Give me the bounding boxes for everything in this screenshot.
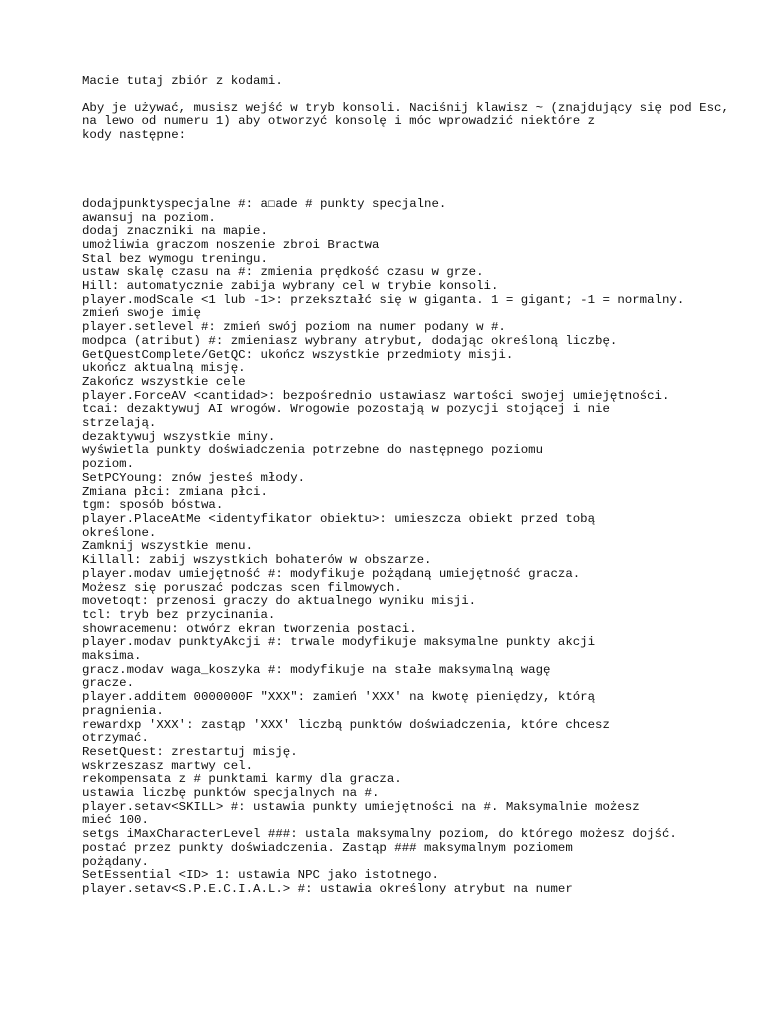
intro-instructions: [82, 102, 762, 143]
command-line: player.setav<SKILL> #: ustawia punkty umiejętności na #. Maksymalnie możesz: [82, 799, 640, 814]
command-line: gracze.: [82, 676, 135, 691]
command-line: awansuj na poziom.: [82, 210, 216, 225]
command-line: tcai: dezaktywuj AI wrogów. Wrogowie pozostają w pozycji stojącej i nie: [82, 402, 610, 417]
command-line: setgs iMaxCharacterLevel ###: ustala maksymalny poziom, do którego możesz dojść.: [82, 827, 677, 842]
command-line: postać przez punkty doświadczenia. Zastąp ### maksymalnym poziomem: [82, 840, 573, 855]
command-line: player.modScale <1 lub -1>: przekształć się w giganta. 1 = gigant; -1 = normalny.: [82, 292, 685, 307]
command-line: modpca (atribut) #: zmieniasz wybrany atrybut, dodając określoną liczbę.: [82, 333, 618, 348]
command-line: showracemenu: otwórz ekran tworzenia postaci.: [82, 621, 417, 636]
command-line: player.additem 0000000F "XXX": zamień 'XXX' na kwotę pieniędzy, którą: [82, 690, 596, 705]
command-line: wyświetla punkty doświadczenia potrzebne do następnego poziomu: [82, 443, 544, 458]
command-line: maksima.: [82, 649, 142, 664]
intro-heading: Macie tutaj zbiór z kodami.: [82, 74, 283, 88]
command-line: dodajpunktyspecjalne #: a☐ade # punkty specjalne.: [82, 196, 447, 211]
commands-list: [82, 198, 762, 897]
command-line: Hill: automatycznie zabija wybrany cel w trybie konsoli.: [82, 279, 499, 294]
command-line: gracz.modav waga_koszyka #: modyfikuje na stałe maksymalną wagę: [82, 662, 551, 677]
command-line: Możesz się poruszać podczas scen filmowych.: [82, 580, 402, 595]
command-line: umożliwia graczom noszenie zbroi Bractwa: [82, 237, 380, 252]
command-line: player.modav punktyAkcji #: trwale modyfikuje maksymalne punkty akcji: [82, 635, 596, 650]
command-line: Zamknij wszystkie menu.: [82, 539, 254, 554]
command-line: pragnienia.: [82, 703, 164, 718]
command-line: dodaj znaczniki na mapie.: [82, 224, 268, 239]
command-line: ukończ aktualną misję.: [82, 361, 246, 376]
instruction-line: kody następne:: [82, 128, 187, 143]
command-line: ustawia liczbę punktów specjalnych na #.: [82, 786, 380, 801]
command-line: player.setav<S.P.E.C.I.A.L.> #: ustawia określony atrybut na numer: [82, 881, 573, 896]
command-line: Zmiana płci: zmiana płci.: [82, 484, 268, 499]
command-line: SetPCYoung: znów jesteś młody.: [82, 470, 306, 485]
command-line: wskrzeszasz martwy cel.: [82, 758, 254, 773]
instruction-line: na lewo od numeru 1) aby otworzyć konsolę i móc wprowadzić niektóre z: [82, 114, 596, 129]
command-line: pożądany.: [82, 854, 149, 869]
command-line: rewardxp 'XXX': zastąp 'XXX' liczbą punktów doświadczenia, które chcesz: [82, 717, 610, 732]
command-line: player.PlaceAtMe <identyfikator obiektu>: umieszcza obiekt przed tobą: [82, 511, 596, 526]
command-line: rekompensata z # punktami karmy dla gracza.: [82, 772, 402, 787]
command-line: strzelają.: [82, 416, 157, 431]
command-line: Zakończ wszystkie cele: [82, 374, 246, 389]
command-line: zmień swoje imię: [82, 306, 201, 321]
command-line: player.setlevel #: zmień swój poziom na numer podany w #.: [82, 320, 506, 335]
command-line: otrzymać.: [82, 731, 149, 746]
command-line: mieć 100.: [82, 813, 149, 828]
command-line: ResetQuest: zrestartuj misję.: [82, 744, 298, 759]
command-line: Stal bez wymogu treningu.: [82, 251, 268, 266]
command-line: ustaw skalę czasu na #: zmienia prędkość czasu w grze.: [82, 265, 484, 280]
command-line: Killall: zabij wszystkich bohaterów w obszarze.: [82, 553, 432, 568]
command-line: SetEssential <ID> 1: ustawia NPC jako istotnego.: [82, 868, 439, 883]
command-line: tgm: sposób bóstwa.: [82, 498, 224, 513]
instruction-line: Aby je używać, musisz wejść w tryb konsoli. Naciśnij klawisz ~ (znajdujący się pod Esc,: [82, 100, 729, 115]
command-line: player.ForceAV <cantidad>: bezpośrednio ustawiasz wartości swojej umiejętności.: [82, 388, 670, 403]
command-line: określone.: [82, 525, 157, 540]
command-line: dezaktywuj wszystkie miny.: [82, 429, 276, 444]
command-line: tcl: tryb bez przycinania.: [82, 607, 276, 622]
command-line: poziom.: [82, 457, 135, 472]
command-line: movetoqt: przenosi graczy do aktualnego wyniku misji.: [82, 594, 477, 609]
command-line: GetQuestComplete/GetQC: ukończ wszystkie przedmioty misji.: [82, 347, 514, 362]
command-line: player.modav umiejętność #: modyfikuje pożądaną umiejętność gracza.: [82, 566, 581, 581]
document-page: [82, 75, 762, 897]
